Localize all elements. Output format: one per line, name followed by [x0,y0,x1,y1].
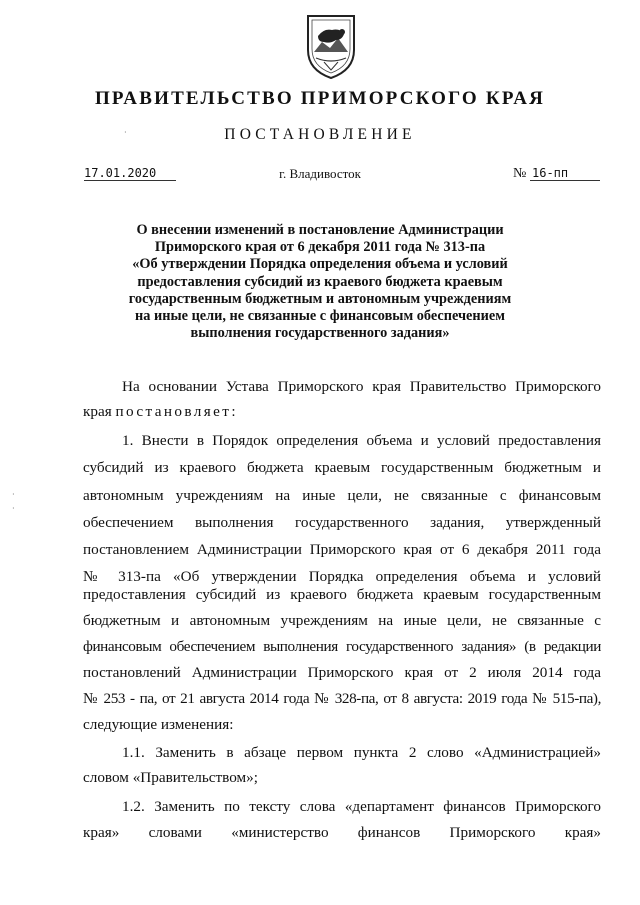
body-line: субсидий из краевого бюджета краевым государственным бюджетным и [83,459,601,476]
title-line: Приморского края от 6 декабря 2011 года № 313-па [154,239,486,256]
title-line: на иные цели, не связанные с финансовым обеспечением [135,308,505,325]
body-line: финансовым обеспечением выполнения государственного задания» (в редакции [83,638,601,655]
body-line: постановлений Администрации Приморского края от 2 июля 2014 года [83,664,601,681]
body-line: постановлением Администрации Приморского края от 6 декабря 2011 года [83,541,601,558]
scan-speck: · [12,504,15,513]
number-label: № [513,166,527,181]
number-underline [530,180,600,181]
body-line: № 253 - па, от 21 августа 2014 года № 328-па, от 8 августа: 2019 года № 515-па), [83,690,601,707]
body-line: 1.2. Заменить по тексту слова «департамент финансов Приморского [122,798,601,815]
body-line: следующие изменения: [83,716,234,733]
body-line: предоставления субсидий из краевого бюджета краевым государственным [83,586,601,603]
body-line: № 313-па «Об утверждении Порядка определения объема и условий [83,568,601,585]
document-date: 17.01.2020 [84,166,157,180]
body-line: 1.1. Заменить в абзаце первом пункта 2 слово «Администрацией» [122,744,601,761]
scan-speck: · [12,490,15,499]
body-line: автономным учреждениям на иные цели, не связанные с финансовым [83,487,601,504]
document-type: ПОСТАНОВЛЕНИЕ [224,126,416,143]
body-word: края [83,403,112,420]
decree-verb: постановляет: [115,403,238,420]
document-title [90,222,550,342]
body-line: края» словами «министерство финансов Приморского края» [83,824,601,841]
body-line: 1. Внести в Порядок определения объема и условий предоставления [122,432,601,449]
government-heading: ПРАВИТЕЛЬСТВО ПРИМОРСКОГО КРАЯ [94,88,546,109]
document-number: 16-пп [532,166,569,180]
body-line: словом «Правительством»; [83,769,258,786]
body-line: обеспечением выполнения государственного задания, утвержденный [83,514,601,531]
document-city: г. Владивосток [279,166,361,181]
title-line: «Об утверждении Порядка определения объема и условий [132,256,508,273]
title-line: О внесении изменений в постановление Администрации [136,222,504,238]
title-line: предоставления субсидий из краевого бюджета краевым [137,273,503,290]
scan-speck: · [124,128,127,137]
title-line: государственным бюджетным и автономным учреждениям [128,290,512,307]
body-line: На основании Устава Приморского края Правительство Приморского [122,378,601,395]
body-line: бюджетным и автономным учреждениям на иные цели, не связанные с [83,612,601,629]
coat-of-arms-emblem [302,12,360,80]
title-line: выполнения государственного задания» [190,325,450,342]
body-line [83,403,238,421]
